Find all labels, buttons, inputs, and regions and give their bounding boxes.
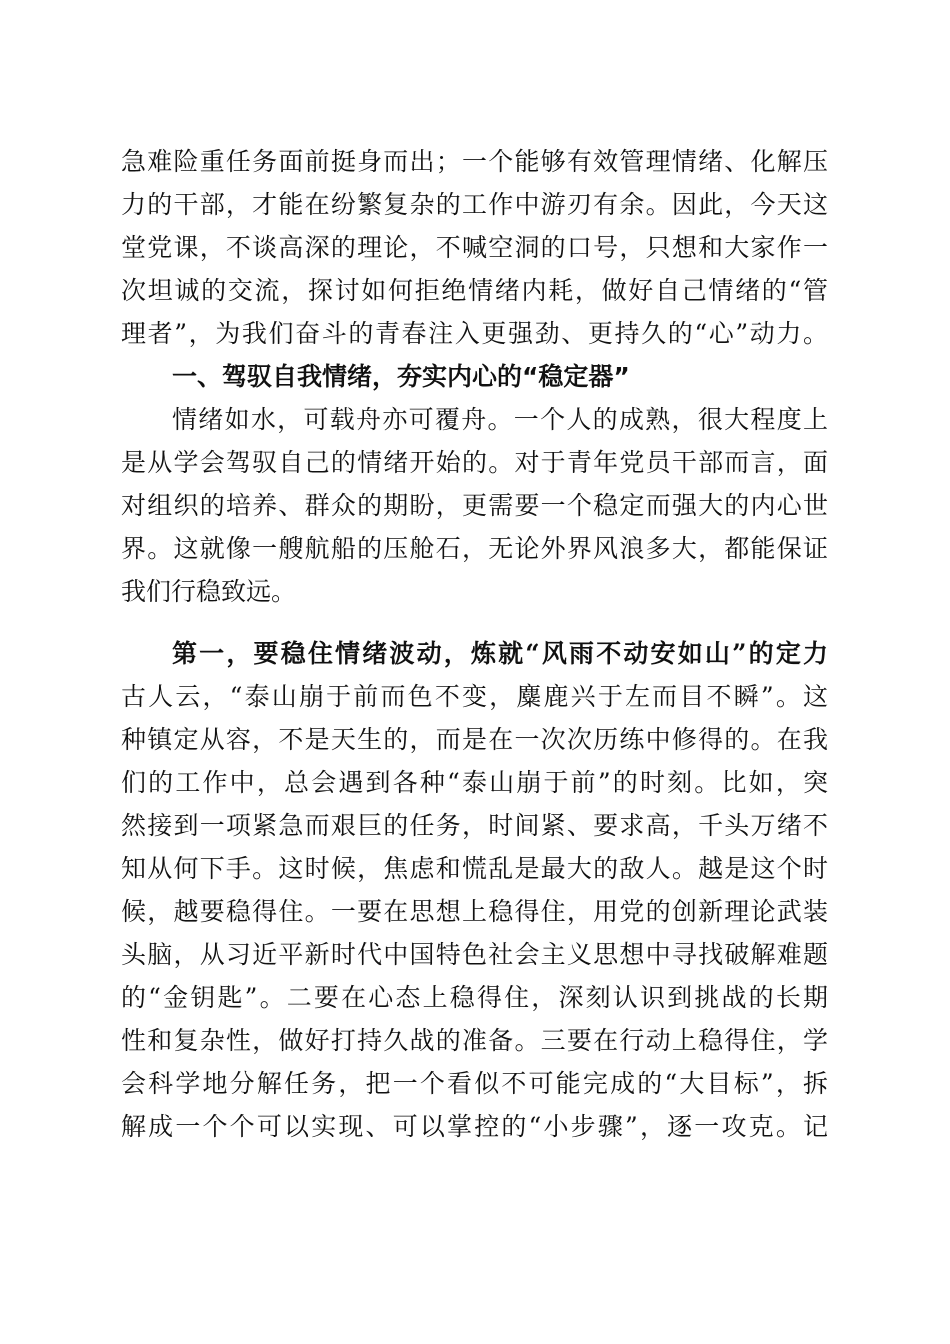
subheading-text: 第一，要稳住情绪波动，炼就“风雨不动安如山”的定力 <box>172 639 828 668</box>
text-line: 解成一个个可以实现、可以掌控的“小步骤”，逐一攻克。记 <box>121 1112 828 1141</box>
paragraph-3 <box>121 675 828 1148</box>
paragraph-2 <box>121 398 828 613</box>
subheading-1 <box>121 632 828 675</box>
text-line: 对组织的培养、群众的期盼，更需要一个稳定而强大的内心世 <box>121 491 828 520</box>
text-line: 性和复杂性，做好打持久战的准备。三要在行动上稳得住，学 <box>121 1026 828 1055</box>
text-line: 候，越要稳得住。一要在思想上稳得住，用党的创新理论武装 <box>121 897 828 926</box>
text-line: 是从学会驾驭自己的情绪开始的。对于青年党员干部而言，面 <box>121 448 828 477</box>
intro-paragraph <box>121 140 828 355</box>
text-line: 们的工作中，总会遇到各种“泰山崩于前”的时刻。比如，突 <box>121 768 828 797</box>
text-line: 力的干部，才能在纷繁复杂的工作中游刃有余。因此，今天这 <box>121 190 828 219</box>
text-line: 情绪如水，可载舟亦可覆舟。一个人的成熟，很大程度上 <box>172 405 828 434</box>
section-heading-1 <box>121 355 828 398</box>
text-line: 知从何下手。这时候，焦虑和慌乱是最大的敌人。越是这个时 <box>121 854 828 883</box>
text-line: 然接到一项紧急而艰巨的任务，时间紧、要求高，千头万绪不 <box>121 811 828 840</box>
text-line: 古人云，“泰山崩于前而色不变，麋鹿兴于左而目不瞬”。这 <box>121 682 828 711</box>
text-line: 种镇定从容，不是天生的，而是在一次次历练中修得的。在我 <box>121 725 828 754</box>
text-line: 急难险重任务面前挺身而出；一个能够有效管理情绪、化解压 <box>121 147 828 176</box>
text-line: 理者”，为我们奋斗的青春注入更强劲、更持久的“心”动力。 <box>121 319 828 348</box>
text-line: 次坦诚的交流，探讨如何拒绝情绪内耗，做好自己情绪的“管 <box>121 276 828 305</box>
text-line: 堂党课，不谈高深的理论，不喊空洞的口号，只想和大家作一 <box>121 233 828 262</box>
text-line: 我们行稳致远。 <box>121 577 297 606</box>
section-heading-text: 一、驾驭自我情绪，夯实内心的“稳定器” <box>172 362 630 391</box>
text-line: 的“金钥匙”。二要在心态上稳得住，深刻认识到挑战的长期 <box>121 983 828 1012</box>
text-line: 头脑，从习近平新时代中国特色社会主义思想中寻找破解难题 <box>121 940 828 969</box>
text-line: 界。这就像一艘航船的压舱石，无论外界风浪多大，都能保证 <box>121 534 828 563</box>
text-line: 会科学地分解任务，把一个看似不可能完成的“大目标”，拆 <box>121 1069 828 1098</box>
